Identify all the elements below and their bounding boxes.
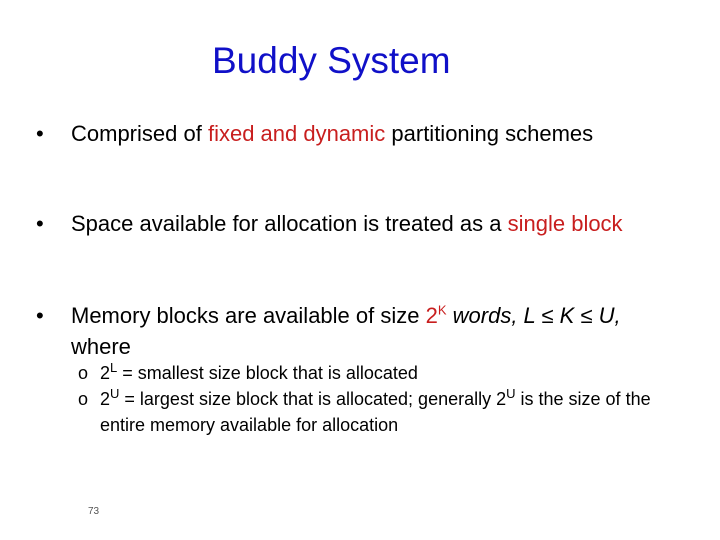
sub-bullet-text: [100, 386, 658, 438]
sub-bullet-2-text-end: is the size of the entire memory available for allocation: [100, 389, 651, 435]
bullet-dot: •: [36, 211, 44, 236]
bullet-3-text-italic: words, L ≤ K ≤ U,: [446, 303, 621, 328]
power-2k: [426, 303, 447, 328]
sub-bullet-1-text: = smallest size block that is allocated: [117, 363, 418, 383]
bullet-text: [71, 300, 656, 362]
bullet-3-text-pre: Memory blocks are available of size: [71, 303, 426, 328]
power-base: 2: [100, 389, 111, 409]
bullet-dot: •: [36, 303, 44, 328]
power-base: 2: [496, 389, 507, 409]
bullet-dot: •: [36, 121, 44, 146]
bullet-1-highlight: fixed and dynamic: [207, 121, 386, 146]
sub-bullet-2-text: = largest size block that is allocated; generally: [119, 389, 497, 409]
power-base: 2: [100, 363, 111, 383]
sub-bullet-text: [100, 360, 658, 386]
sub-bullet-marker: o: [78, 363, 89, 383]
page-number: 73: [88, 506, 100, 517]
sub-bullet-2: [78, 386, 658, 438]
bullet-2-text-pre: Space available for allocation is treated as a: [71, 211, 508, 236]
bullet-3-text-post: where: [71, 334, 131, 359]
power-exponent: L: [110, 360, 118, 375]
bullet-text: [71, 118, 656, 149]
power-base: 2: [425, 303, 438, 328]
slide-title: Buddy System: [212, 40, 451, 81]
bullet-1-text-pre: Comprised of: [71, 121, 208, 146]
bullet-1-text-post: partitioning schemes: [385, 121, 594, 146]
bullet-2-highlight: single block: [507, 211, 623, 236]
bullet-2: [36, 208, 656, 239]
bullet-text: [71, 208, 656, 239]
power-exponent: K: [437, 302, 447, 318]
power-exponent: U: [110, 386, 120, 401]
bullet-1: [36, 118, 656, 149]
power-exponent: U: [506, 386, 516, 401]
sub-bullet-1: [78, 360, 658, 386]
bullet-3: [36, 300, 656, 362]
sub-bullet-marker: o: [78, 389, 89, 409]
